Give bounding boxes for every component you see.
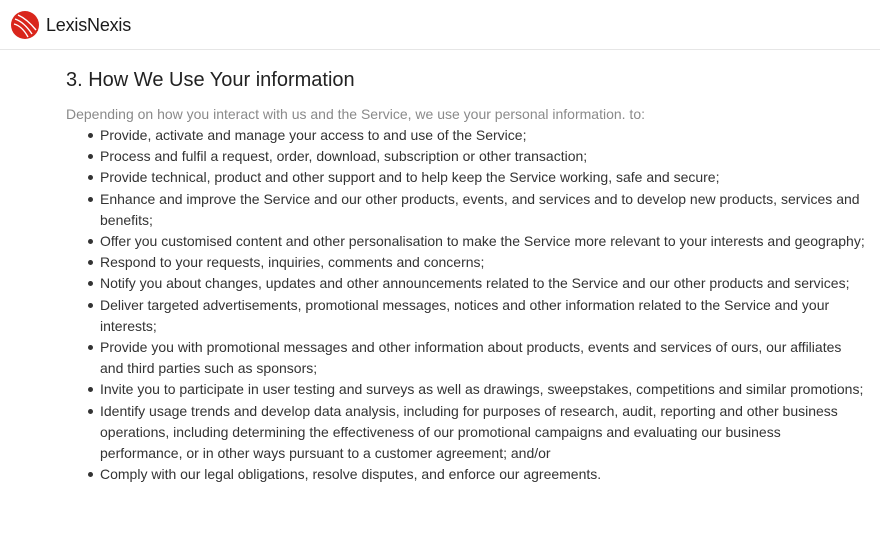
site-header (0, 0, 880, 50)
list-item: Respond to your requests, inquiries, comments and concerns; (100, 252, 866, 273)
section-intro: Depending on how you interact with us and the Service, we use your personal information. to: (66, 106, 645, 122)
list-item: Identify usage trends and develop data analysis, including for purposes of research, audit, reporting and other business operations, including determining the effectiveness of our promotional campaigns and evaluating our business performance, or in other ways pursuant to a customer agreement; and/or (100, 401, 866, 465)
policy-section (66, 66, 866, 485)
list-item: Deliver targeted advertisements, promotional messages, notices and other information related to the Service and your interests; (100, 295, 866, 337)
lexisnexis-logo[interactable] (10, 10, 131, 40)
list-item: Invite you to participate in user testing and surveys as well as drawings, sweepstakes, competitions and similar promotions; (100, 379, 866, 400)
list-item: Offer you customised content and other personalisation to make the Service more relevant to your interests and geography; (100, 231, 866, 252)
purpose-list (66, 125, 866, 485)
lexisnexis-logo-icon (10, 10, 40, 40)
list-item: Notify you about changes, updates and other announcements related to the Service and our other products and services; (100, 273, 866, 294)
list-item: Enhance and improve the Service and our other products, events, and services and to develop new products, services and benefits; (100, 189, 866, 231)
list-item: Provide you with promotional messages and other information about products, events and services of ours, our affiliates and third parties such as sponsors; (100, 337, 866, 379)
list-item: Provide, activate and manage your access to and use of the Service; (100, 125, 866, 146)
list-item: Comply with our legal obligations, resolve disputes, and enforce our agreements. (100, 464, 866, 485)
section-title: 3. How We Use Your information (66, 69, 355, 91)
list-item: Process and fulfil a request, order, download, subscription or other transaction; (100, 146, 866, 167)
list-item: Provide technical, product and other support and to help keep the Service working, safe and secure; (100, 167, 866, 188)
brand-name: LexisNexis (46, 15, 132, 35)
